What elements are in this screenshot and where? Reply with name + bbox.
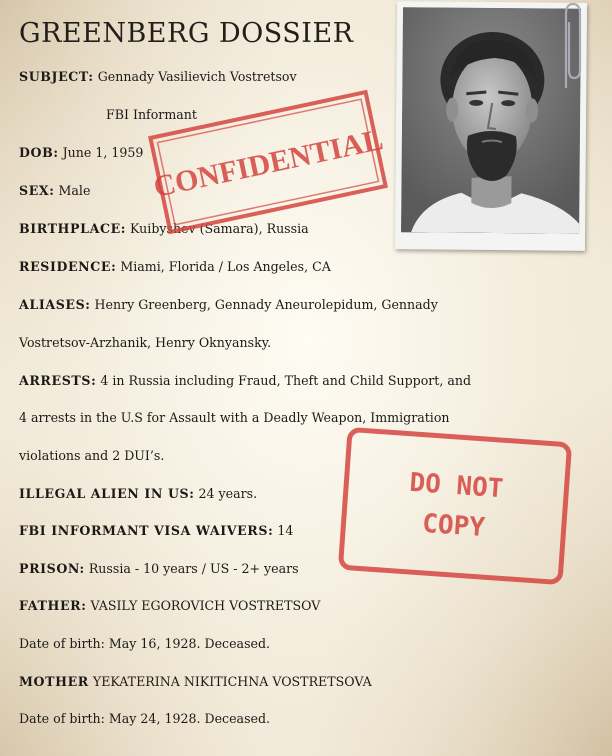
prison-value: Russia - 10 years / US - 2+ years — [88, 561, 299, 576]
do-not-stamp-text: DO NOT — [408, 467, 505, 505]
sex-value: Male — [58, 183, 91, 198]
aliases-line1: Henry Greenberg, Gennady Aneurolepidum, Gennady — [94, 297, 438, 312]
arrests-line3: violations and 2 DUI’s. — [19, 448, 165, 463]
aliases-label: ALIASES: — [19, 297, 91, 312]
arrests-row — [19, 373, 471, 388]
illegal-alien-label: ILLEGAL ALIEN IN US: — [19, 486, 195, 501]
mother-row — [19, 674, 372, 689]
birthplace-value: Kuibyshev (Samara), Russia — [130, 221, 309, 236]
mugshot-image — [401, 7, 581, 234]
subject-label: SUBJECT: — [19, 69, 94, 84]
aliases-line2: Vostretsov-Arzhanik, Henry Oknyansky. — [19, 335, 272, 350]
visa-waivers-row — [19, 523, 293, 538]
residence-row — [19, 259, 331, 274]
arrests-line1: 4 in Russia including Fraud, Theft and Child Support, and — [100, 373, 472, 388]
visa-waivers-label: FBI INFORMANT VISA WAIVERS: — [19, 523, 274, 538]
subject-value: Gennady Vasilievich Vostretsov — [97, 69, 297, 84]
dob-label: DOB: — [19, 145, 59, 160]
dob-row — [19, 145, 143, 160]
paperclip-icon — [558, 0, 584, 90]
dob-value: June 1, 1959 — [62, 145, 144, 160]
visa-waivers-value: 14 — [277, 523, 294, 538]
arrests-line2: 4 arrests in the U.S for Assault with a Deadly Weapon, Immigration — [19, 410, 450, 425]
father-value: VASILY EGOROVICH VOSTRETSOV — [90, 598, 321, 613]
mother-label: MOTHER — [19, 674, 89, 689]
illegal-alien-row — [19, 486, 257, 501]
confidential-stamp-text: CONFIDENTIAL — [150, 123, 386, 204]
copy-stamp-text: COPY — [421, 508, 486, 544]
mother-dob: Date of birth: May 24, 1928. Deceased. — [19, 711, 271, 726]
father-label: FATHER: — [19, 598, 87, 613]
subject-role: FBI Informant — [106, 107, 197, 122]
aliases-row — [19, 297, 438, 312]
residence-label: RESIDENCE: — [19, 259, 117, 274]
arrests-label: ARRESTS: — [19, 373, 97, 388]
sex-row — [19, 183, 90, 198]
prison-label: PRISON: — [19, 561, 85, 576]
father-dob: Date of birth: May 16, 1928. Deceased. — [19, 636, 271, 651]
prison-row — [19, 561, 299, 576]
page-title: GREENBERG DOSSIER — [19, 18, 354, 49]
do-not-copy-stamp — [335, 424, 575, 588]
residence-value: Miami, Florida / Los Angeles, CA — [120, 259, 331, 274]
mother-value: YEKATERINA NIKITICHNA VOSTRETSOVA — [92, 674, 372, 689]
illegal-alien-value: 24 years. — [198, 486, 258, 501]
birthplace-label: BIRTHPLACE: — [19, 221, 127, 236]
sex-label: SEX: — [19, 183, 55, 198]
father-row — [19, 598, 320, 613]
subject-row — [19, 69, 297, 84]
